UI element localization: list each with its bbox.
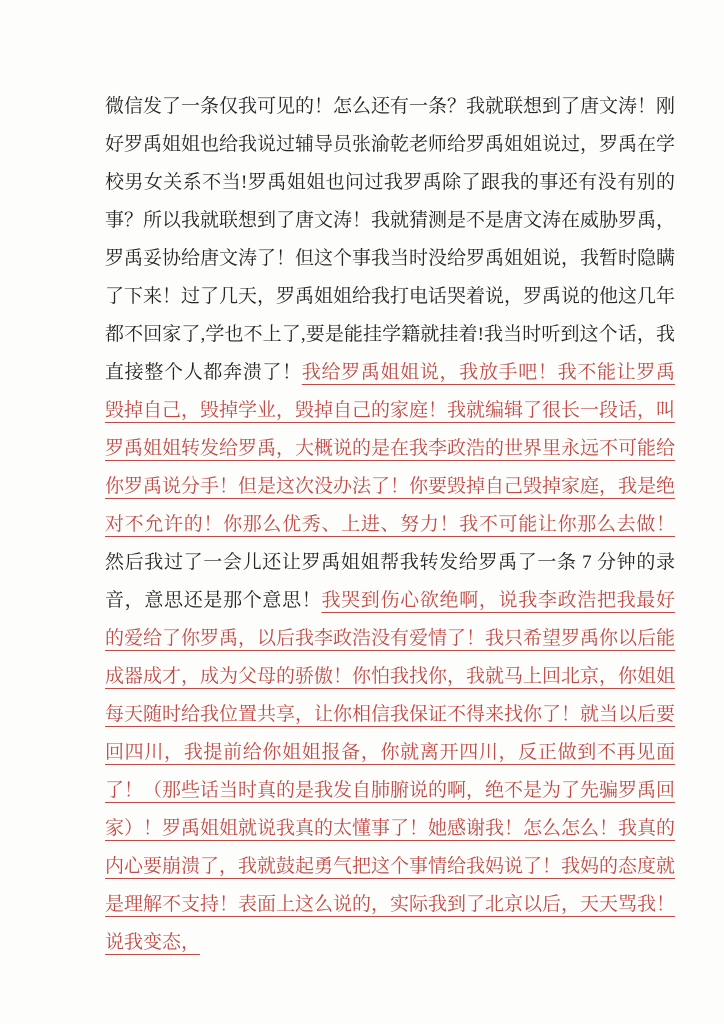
document-text-block — [105, 88, 675, 962]
paragraph-segment-black-1: 微信发了一条仅我可见的！怎么还有一条？我就联想到了唐文涛！刚好罗禹姐姐也给我说过辅导员张渝乾老师给罗禹姐姐说过，罗禹在学校男女关系不当!罗禹姐姐也问过我罗禹除了跟我的事还有没有别的事？所以我就联想到了唐文涛！我就猜测是不是唐文涛在威胁罗禹，罗禹妥协给唐文涛了！但这个事我当时没给罗禹姐姐说，我暂时隐瞒了下来！过了几天，罗禹姐姐给我打电话哭着说，罗禹说的他这几年都不回家了,学也不上了,要是能挂学籍就挂着!我当时听到这个话，我直接整个人都奔溃了！ — [105, 96, 676, 383]
paragraph-segment-red-underlined-1: 我给罗禹姐姐说，我放手吧！我不能让罗禹毁掉自己，毁掉学业，毁掉自己的家庭！我就编辑了很长一段话，叫罗禹姐姐转发给罗禹，大概说的是在我李政浩的世界里永远不可能给你罗禹说分手！但是这次没办法了！你要毁掉自己毁掉家庭，我是绝对不允许的！你那么优秀、上进、努力！我不可能让你那么去做！ — [105, 362, 676, 535]
paragraph-segment-red-underlined-2: 我哭到伤心欲绝啊，说我李政浩把我最好的爱给了你罗禹，以后我李政浩没有爱情了！我只希望罗禹你以后能成器成才，成为父母的骄傲！你怕我找你，我就马上回北京，你姐姐每天随时给我位置共享，让你相信我保证不得来找你了！就当以后要回四川，我提前给你姐姐报备，你就离开四川，反正做到不再见面了！（那些话当时真的是我发自肺腑说的啊，绝不是为了先骗罗禹回家）！罗禹姐姐就说我真的太懂事了！她感谢我！怎么怎么！我真的内心要崩溃了，我就鼓起勇气把这个事情给我妈说了！我妈的态度就是理解不支持！表面上这么说的，实际我到了北京以后，天天骂我！说我变态， — [105, 590, 676, 953]
document-paragraph — [105, 88, 675, 962]
paragraph-segment-black-2: 然后我过了一会儿还让罗禹姐姐帮我转发给罗禹了一条 7 分钟的录音，意思还是那个意思！ — [105, 552, 675, 611]
